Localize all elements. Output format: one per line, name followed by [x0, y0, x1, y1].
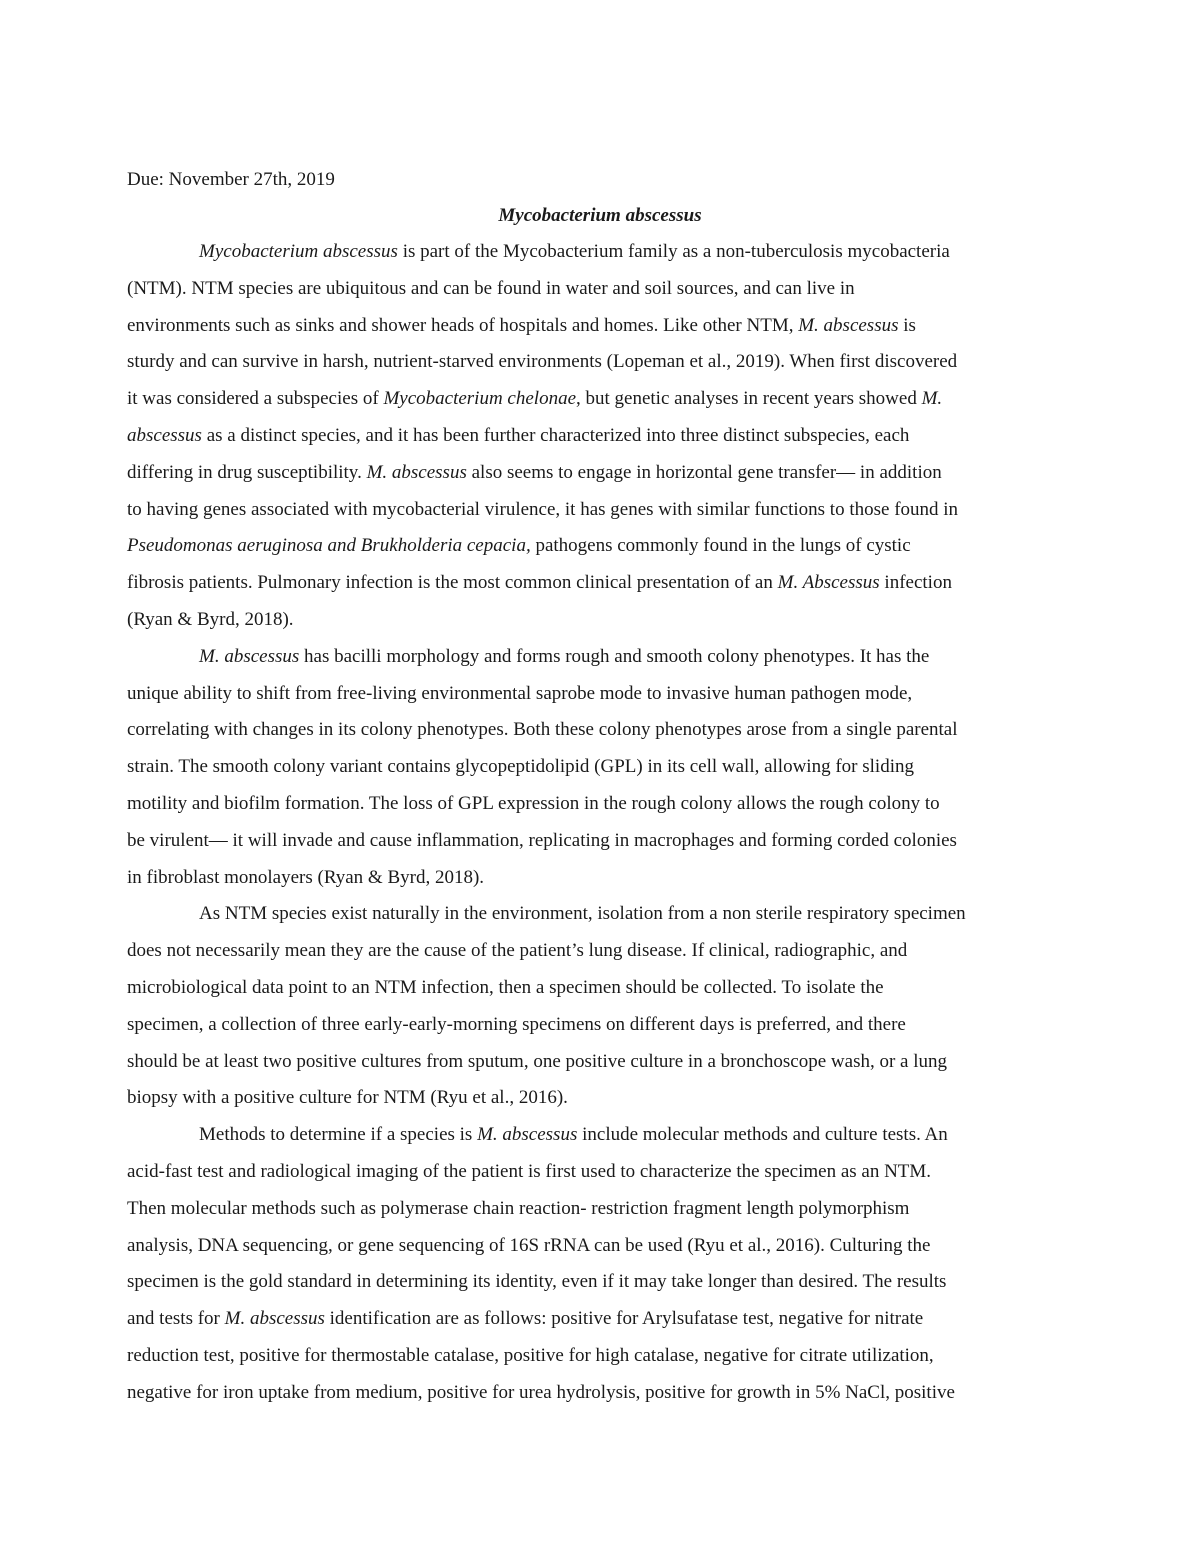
- text-line: [127, 829, 957, 853]
- text-segment: Then molecular methods such as polymerase chain reaction- restriction fragment length polymorphism: [127, 1198, 910, 1219]
- text-line: [199, 1123, 948, 1147]
- text-line: [127, 424, 909, 448]
- text-segment: unique ability to shift from free-living environmental saprobe mode to invasive human pathogen mode,: [127, 683, 913, 704]
- text-line: [199, 240, 950, 264]
- text-line: [127, 314, 916, 338]
- text-line: [127, 1307, 923, 1331]
- text-line: [127, 718, 958, 742]
- text-segment: Methods to determine if a species is: [199, 1124, 478, 1145]
- text-line: [127, 277, 855, 301]
- text-segment: microbiological data point to an NTM infection, then a specimen should be collected. To isolate the: [127, 977, 884, 998]
- document-title: Mycobacterium abscessus: [498, 205, 702, 226]
- text-line: [127, 461, 942, 485]
- text-segment: pathogens commonly found in the lungs of cystic: [530, 535, 911, 556]
- text-segment: as a distinct species, and it has been further characterized into three distinct subspecies, each: [201, 425, 910, 446]
- italic-text-segment: Mycobacterium chelonae: [383, 388, 576, 409]
- text-segment: biopsy with a positive culture for NTM (Ryu et al., 2016).: [127, 1087, 568, 1108]
- text-line: [127, 1270, 946, 1294]
- text-line: [127, 976, 884, 1000]
- text-segment: reduction test, positive for thermostable catalase, positive for high catalase, negative for citrate utilization,: [127, 1345, 934, 1366]
- text-segment: acid-fast test and radiological imaging of the patient is first used to characterize the specimen as an NTM.: [127, 1161, 932, 1182]
- text-line: [127, 1344, 934, 1368]
- text-line: [127, 608, 294, 632]
- text-segment: motility and biofilm formation. The loss of GPL expression in the rough colony allows the rough colony to: [127, 793, 940, 814]
- text-segment: (Ryan & Byrd, 2018).: [127, 609, 294, 630]
- text-segment: , but genetic analyses in recent years showed: [576, 388, 922, 409]
- italic-text-segment: M.: [921, 388, 943, 409]
- text-line: [127, 387, 942, 411]
- text-line: [127, 939, 907, 963]
- text-segment: identification are as follows: positive for Arylsufatase test, negative for nitrate: [324, 1308, 924, 1329]
- text-segment: (NTM). NTM species are ubiquitous and can be found in water and soil sources, and can live in: [127, 278, 855, 299]
- text-line: [127, 792, 940, 816]
- italic-text-segment: M. abscessus: [477, 1124, 578, 1145]
- text-segment: fibrosis patients. Pulmonary infection is the most common clinical presentation of an: [127, 572, 778, 593]
- text-segment: environments such as sinks and shower heads of hospitals and homes. Like other NTM,: [127, 315, 799, 336]
- italic-text-segment: M. abscessus: [798, 315, 899, 336]
- text-segment: specimen, a collection of three early-early-morning specimens on different days is preferred, and there: [127, 1014, 906, 1035]
- italic-text-segment: abscessus: [127, 425, 202, 446]
- text-segment: be virulent— it will invade and cause inflammation, replicating in macrophages and forming corded colonies: [127, 830, 957, 851]
- text-segment: As NTM species exist naturally in the environment, isolation from a non sterile respiratory specimen: [199, 903, 966, 924]
- text-segment: it was considered a subspecies of: [127, 388, 384, 409]
- text-line: [127, 1050, 947, 1074]
- text-segment: has bacilli morphology and forms rough and smooth colony phenotypes. It has the: [299, 646, 930, 667]
- italic-text-segment: M. abscessus: [199, 646, 300, 667]
- text-line: [127, 498, 958, 522]
- text-line: [127, 1013, 906, 1037]
- text-line: [127, 866, 484, 890]
- italic-text-segment: M. abscessus: [224, 1308, 325, 1329]
- text-segment: to having genes associated with mycobacterial virulence, it has genes with similar functions to those found in: [127, 499, 959, 520]
- text-segment: and tests for: [127, 1308, 225, 1329]
- text-segment: differing in drug susceptibility.: [127, 462, 367, 483]
- text-segment: analysis, DNA sequencing, or gene sequencing of 16S rRNA can be used (Ryu et al., 2016). Culturing the: [127, 1235, 931, 1256]
- italic-text-segment: Mycobacterium abscessus: [199, 241, 398, 262]
- text-segment: infection: [879, 572, 952, 593]
- text-segment: should be at least two positive cultures from sputum, one positive culture in a bronchoscope wash, or a lung: [127, 1051, 947, 1072]
- text-segment: does not necessarily mean they are the cause of the patient’s lung disease. If clinical, radiographic, and: [127, 940, 908, 961]
- text-line: [127, 1160, 931, 1184]
- text-line: [127, 1197, 909, 1221]
- italic-text-segment: Pseudomonas aeruginosa and Brukholderia cepacia,: [127, 535, 531, 556]
- text-segment: strain. The smooth colony variant contains glycopeptidolipid (GPL) in its cell wall, allowing for sliding: [127, 756, 914, 777]
- italic-text-segment: M. Abscessus: [777, 572, 880, 593]
- text-line: [199, 645, 929, 669]
- text-line: [199, 902, 966, 926]
- text-line: [127, 571, 952, 595]
- text-line: [127, 350, 957, 374]
- text-segment: in fibroblast monolayers (Ryan & Byrd, 2018).: [127, 867, 485, 888]
- text-line: [127, 682, 912, 706]
- text-segment: is: [898, 315, 916, 336]
- text-line: [127, 1234, 930, 1258]
- text-segment: correlating with changes in its colony phenotypes. Both these colony phenotypes arose from a single parental: [127, 719, 958, 740]
- text-line: [127, 1086, 568, 1110]
- text-segment: sturdy and can survive in harsh, nutrient-starved environments (Lopeman et al., 2019). When first discovered: [127, 351, 958, 372]
- text-line: [127, 1381, 955, 1405]
- text-segment: include molecular methods and culture tests. An: [577, 1124, 948, 1145]
- text-segment: is part of the Mycobacterium family as a non-tuberculosis mycobacteria: [397, 241, 950, 262]
- text-line: [127, 755, 914, 779]
- text-line: [127, 534, 911, 558]
- text-segment: specimen is the gold standard in determining its identity, even if it may take longer than desired. The results: [127, 1271, 947, 1292]
- text-segment: also seems to engage in horizontal gene transfer— in addition: [466, 462, 942, 483]
- due-date-line: Due: November 27th, 2019: [127, 169, 335, 190]
- text-segment: negative for iron uptake from medium, positive for urea hydrolysis, positive for growth in 5% NaCl, positive: [127, 1382, 955, 1403]
- italic-text-segment: M. abscessus: [366, 462, 467, 483]
